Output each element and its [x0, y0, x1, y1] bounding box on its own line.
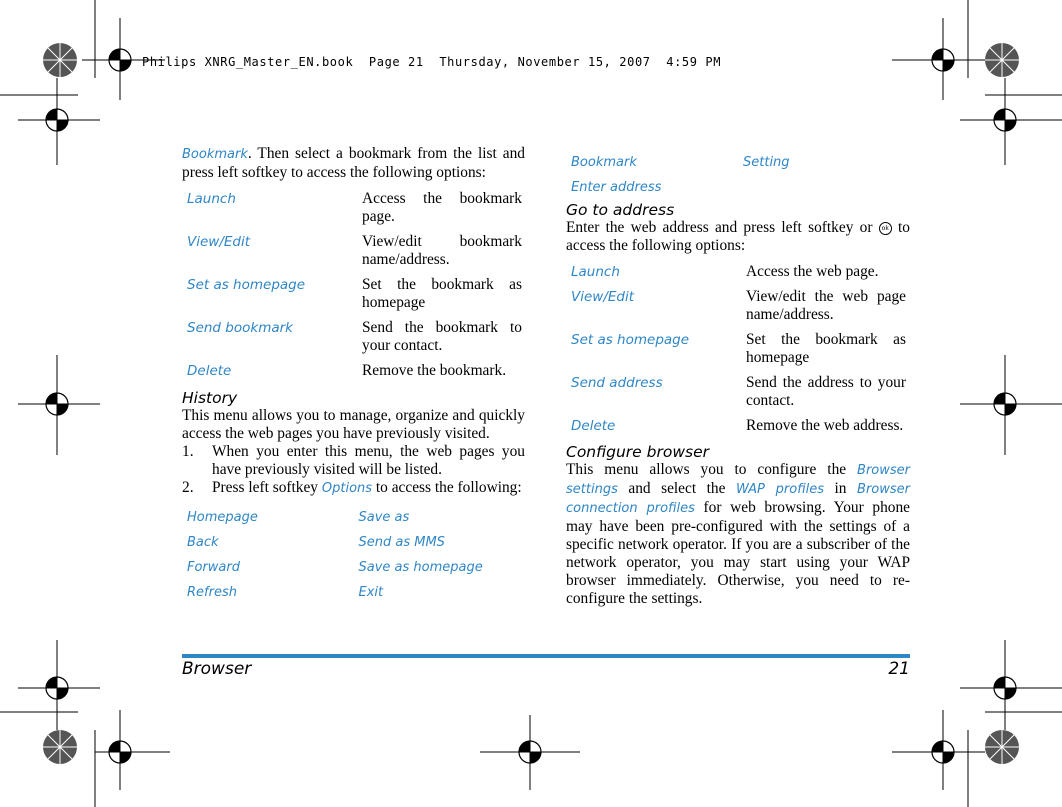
footer-section-title: Browser [182, 659, 252, 679]
bookmark-option-row [182, 319, 525, 355]
wap-profiles-keyword: WAP profiles [735, 482, 825, 497]
option-item: Setting [743, 155, 790, 170]
option-desc: Access the web page. [746, 263, 879, 280]
bookmark-option-row [182, 190, 525, 226]
top-option-row [566, 175, 910, 200]
step-number: 1. [182, 443, 194, 460]
footer-rule [182, 654, 910, 658]
option-desc: Send the address to your contact. [746, 374, 906, 409]
option-desc: Remove the web address. [746, 417, 904, 434]
bookmark-option-row [182, 276, 525, 312]
option-item: Enter address [571, 180, 662, 195]
bookmark-intro-text: . Then select a bookmark from the list and press left softkey to access the following options: [182, 145, 525, 181]
bookmark-options-table [182, 190, 525, 380]
config-text-part: and select the [628, 480, 726, 497]
goto-text-after: to access the following options: [566, 219, 910, 254]
option-item: Homepage [187, 510, 258, 525]
config-text-part: for web browsing. Your phone may have been pre-configured with the settings of a specific network operator. If you are a subscriber of the network operator, you may start using your WAP browser immediately. Otherwise, you need to re-configure the settings. [566, 499, 910, 607]
config-heading: Configure browser [566, 443, 709, 461]
ok-key-icon: ok [879, 222, 892, 235]
address-option-row [566, 331, 910, 367]
connection-profiles-keyword: Browser connection profiles [566, 482, 910, 516]
step-item [182, 443, 525, 479]
option-item: Send as MMS [358, 535, 445, 550]
history-option-row [182, 580, 525, 605]
config-text-part: in [834, 480, 847, 497]
option-item: Forward [187, 560, 240, 575]
option-item: Exit [358, 585, 384, 600]
option-item: Save as homepage [358, 560, 483, 575]
browser-settings-keyword: Browser settings [566, 463, 910, 497]
option-item: Refresh [187, 585, 237, 600]
bookmark-option-row [182, 233, 525, 269]
address-options-table [566, 263, 910, 435]
history-option-row [182, 555, 525, 580]
left-column [182, 145, 525, 605]
history-text: This menu allows you to manage, organize and quickly access the web pages you have previously visited. [182, 407, 525, 442]
option-key: Send address [571, 375, 663, 391]
option-key: Launch [187, 191, 236, 207]
history-options-grid [182, 505, 525, 605]
address-option-row [566, 374, 910, 410]
step-number: 2. [182, 479, 194, 496]
option-desc: Set the bookmark as homepage [746, 331, 906, 366]
option-key: Delete [571, 418, 616, 434]
option-item [738, 175, 910, 200]
option-item: Save as [358, 510, 410, 525]
option-key: Launch [571, 264, 620, 280]
goto-text-before: Enter the web address and press left softkey or [566, 219, 873, 236]
history-steps [182, 443, 525, 498]
step-text-before: Press left softkey [212, 479, 319, 496]
step-text [212, 479, 525, 498]
option-desc: Remove the bookmark. [362, 362, 507, 379]
option-key: View/Edit [571, 289, 635, 305]
goto-text [566, 219, 910, 255]
top-options-grid [566, 150, 910, 200]
print-header: Philips XNRG_Master_EN.book Page 21 Thursday, November 15, 2007 4:59 PM [142, 55, 722, 69]
option-key: Send bookmark [187, 320, 293, 336]
option-item: Back [187, 535, 219, 550]
history-option-row [182, 530, 525, 555]
history-option-row [182, 505, 525, 530]
goto-heading: Go to address [566, 201, 675, 219]
option-desc: Access the bookmark page. [362, 190, 522, 225]
top-option-row [566, 150, 910, 175]
page-number: 21 [888, 659, 910, 679]
config-text [566, 461, 910, 608]
bookmark-option-row [182, 362, 525, 380]
bookmark-keyword: Bookmark [182, 147, 248, 162]
option-key: Set as homepage [187, 277, 306, 293]
option-desc: Set the bookmark as homepage [362, 276, 522, 311]
option-key: View/Edit [187, 234, 251, 250]
option-desc: View/edit bookmark name/address. [362, 233, 522, 268]
history-heading: History [182, 389, 238, 407]
bookmark-intro [182, 145, 525, 182]
option-item: Bookmark [571, 155, 637, 170]
config-text-part: This menu allows you to configure the [566, 461, 847, 478]
address-option-row [566, 263, 910, 281]
options-keyword: Options [321, 481, 373, 496]
step-text-after: to access the following: [375, 479, 522, 496]
option-desc: Send the bookmark to your contact. [362, 319, 522, 354]
option-key: Delete [187, 363, 232, 379]
right-column [566, 150, 910, 608]
address-option-row [566, 288, 910, 324]
address-option-row [566, 417, 910, 435]
step-item [182, 479, 525, 498]
option-desc: View/edit the web page name/address. [746, 288, 906, 323]
step-text: When you enter this menu, the web pages you have previously visited will be listed. [212, 443, 525, 478]
option-key: Set as homepage [571, 332, 690, 348]
